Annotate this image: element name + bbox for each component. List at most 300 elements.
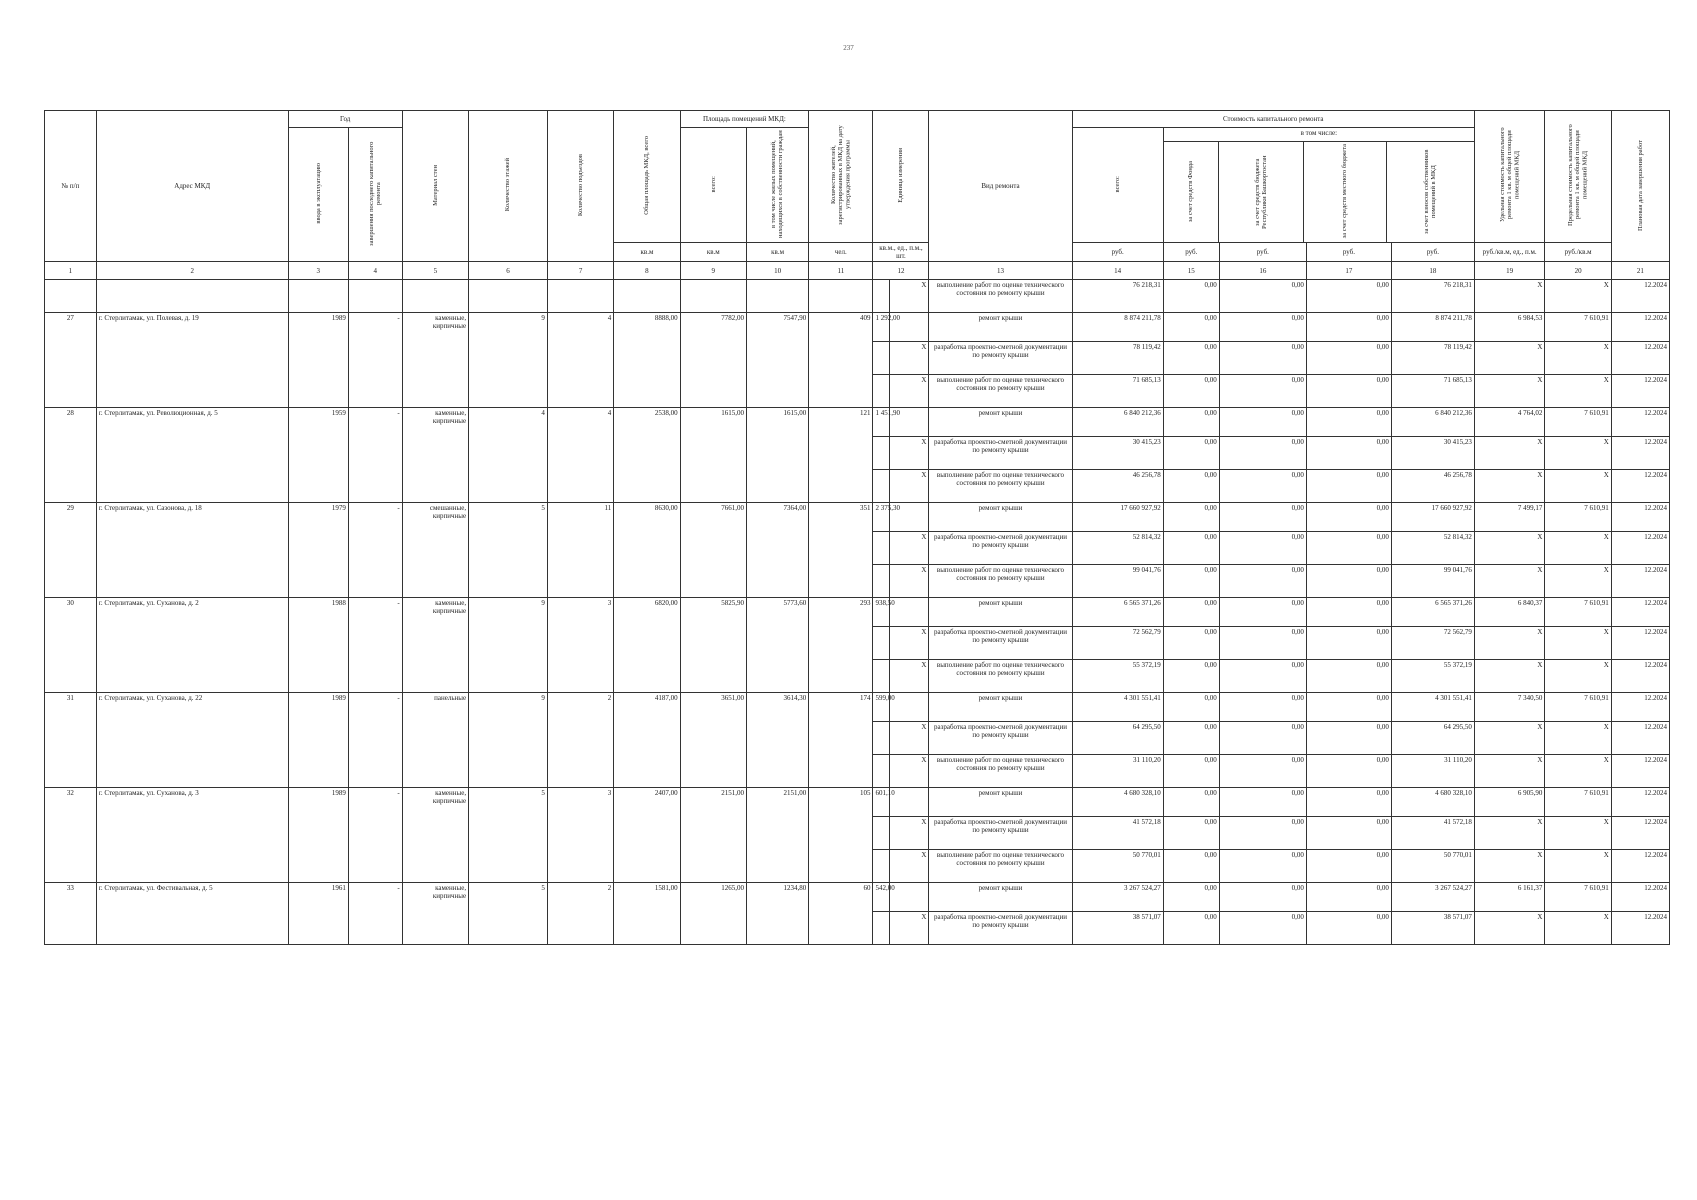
cost-fund: 0,00 bbox=[1163, 788, 1219, 817]
cost-rb-budget: 0,00 bbox=[1219, 470, 1306, 503]
column-number: 1 bbox=[45, 262, 97, 280]
work-quantity bbox=[873, 660, 890, 693]
cost-specific: X bbox=[1474, 660, 1545, 693]
cost-fund: 0,00 bbox=[1163, 693, 1219, 722]
column-number: 13 bbox=[929, 262, 1072, 280]
house-year: 1979 bbox=[288, 503, 348, 598]
work-type: разработка проектно-сметной документации по ремонту крыши bbox=[929, 627, 1072, 660]
col-header-fund: за счет средств Фонда bbox=[1164, 142, 1219, 242]
work-quantity bbox=[873, 375, 890, 408]
cost-rb-budget: 0,00 bbox=[1219, 503, 1306, 532]
cost-total: 6 565 371,26 bbox=[1072, 598, 1163, 627]
cost-specific: X bbox=[1474, 437, 1545, 470]
deadline-date: 12.2024 bbox=[1611, 313, 1669, 342]
house-year bbox=[288, 280, 348, 313]
deadline-date: 12.2024 bbox=[1611, 598, 1669, 627]
table-row bbox=[45, 598, 1670, 627]
col-header-wall-material: Материал стен bbox=[402, 111, 468, 262]
col-header-total-area: Общая площадь МКД, всего bbox=[614, 111, 680, 243]
work-type: разработка проектно-сметной документации по ремонту крыши bbox=[929, 342, 1072, 375]
work-type: разработка проектно-сметной документации по ремонту крыши bbox=[929, 532, 1072, 565]
cost-owners: 78 119,42 bbox=[1391, 342, 1474, 375]
column-number: 10 bbox=[746, 262, 808, 280]
cost-owners: 4 301 551,41 bbox=[1391, 693, 1474, 722]
work-quantity bbox=[873, 912, 890, 945]
unit-cost-total: руб. bbox=[1072, 243, 1163, 262]
cost-max: 7 610,91 bbox=[1545, 788, 1611, 817]
col-header-cost-group: Стоимость капитального ремонта bbox=[1072, 111, 1474, 128]
house-material: каменные, кирпичные bbox=[402, 788, 468, 883]
cost-total: 46 256,78 bbox=[1072, 470, 1163, 503]
cost-local-budget: 0,00 bbox=[1306, 532, 1391, 565]
house-last-repair: - bbox=[348, 598, 402, 693]
col-header-specific-cost: Удельная стоимость капитального ремонта 1 кв. м общей площади помещений МКД bbox=[1474, 111, 1545, 243]
cost-total: 71 685,13 bbox=[1072, 375, 1163, 408]
col-header-entrances: Количество подъездов bbox=[547, 111, 613, 262]
deadline-date: 12.2024 bbox=[1611, 437, 1669, 470]
cost-rb-budget: 0,00 bbox=[1219, 755, 1306, 788]
house-total-area: 1581,00 bbox=[614, 883, 680, 945]
col-header-including: в том числе: bbox=[1164, 129, 1474, 142]
deadline-date: 12.2024 bbox=[1611, 342, 1669, 375]
work-x-mark: X bbox=[890, 342, 929, 375]
work-x-mark: X bbox=[890, 755, 929, 788]
deadline-date: 12.2024 bbox=[1611, 532, 1669, 565]
cost-specific: X bbox=[1474, 755, 1545, 788]
cost-local-budget: 0,00 bbox=[1306, 598, 1391, 627]
house-total-area: 6820,00 bbox=[614, 598, 680, 693]
cost-max: X bbox=[1545, 375, 1611, 408]
cost-rb-budget: 0,00 bbox=[1219, 883, 1306, 912]
col-header-premises-total: всего: bbox=[680, 128, 746, 243]
house-entrances: 2 bbox=[547, 883, 613, 945]
house-entrances: 2 bbox=[547, 693, 613, 788]
house-premises-total: 3651,00 bbox=[680, 693, 746, 788]
work-quantity: 938,50 bbox=[873, 598, 890, 627]
cost-rb-budget: 0,00 bbox=[1219, 280, 1306, 313]
house-address: г. Стерлитамак, ул. Сазонова, д. 18 bbox=[96, 503, 288, 598]
cost-specific: 6 984,53 bbox=[1474, 313, 1545, 342]
house-premises-residential: 5773,60 bbox=[746, 598, 808, 693]
cost-rb-budget: 0,00 bbox=[1219, 788, 1306, 817]
house-address: г. Стерлитамак, ул. Суханова, д. 3 bbox=[96, 788, 288, 883]
column-number: 16 bbox=[1219, 262, 1306, 280]
house-floors: 9 bbox=[469, 693, 548, 788]
house-year: 1959 bbox=[288, 408, 348, 503]
cost-total: 64 295,50 bbox=[1072, 722, 1163, 755]
column-number: 3 bbox=[288, 262, 348, 280]
work-type: разработка проектно-сметной документации по ремонту крыши bbox=[929, 817, 1072, 850]
deadline-date: 12.2024 bbox=[1611, 755, 1669, 788]
cost-owners: 3 267 524,27 bbox=[1391, 883, 1474, 912]
work-quantity: 599,00 bbox=[873, 693, 890, 722]
house-entrances: 3 bbox=[547, 598, 613, 693]
work-type: ремонт крыши bbox=[929, 693, 1072, 722]
cost-fund: 0,00 bbox=[1163, 660, 1219, 693]
cost-rb-budget: 0,00 bbox=[1219, 722, 1306, 755]
cost-total: 4 680 328,10 bbox=[1072, 788, 1163, 817]
cost-specific: X bbox=[1474, 532, 1545, 565]
work-x-mark: X bbox=[890, 817, 929, 850]
cost-owners: 52 814,32 bbox=[1391, 532, 1474, 565]
cost-fund: 0,00 bbox=[1163, 408, 1219, 437]
house-premises-total bbox=[680, 280, 746, 313]
work-type: выполнение работ по оценке технического состояния по ремонту крыши bbox=[929, 850, 1072, 883]
house-last-repair: - bbox=[348, 313, 402, 408]
cost-fund: 0,00 bbox=[1163, 627, 1219, 660]
cost-specific: 7 340,50 bbox=[1474, 693, 1545, 722]
repair-program-sheet bbox=[44, 110, 1670, 945]
cost-total: 76 218,31 bbox=[1072, 280, 1163, 313]
house-total-area: 2538,00 bbox=[614, 408, 680, 503]
house-residents: 174 bbox=[809, 693, 873, 788]
cost-owners: 50 770,01 bbox=[1391, 850, 1474, 883]
cost-max: 7 610,91 bbox=[1545, 408, 1611, 437]
house-floors: 9 bbox=[469, 598, 548, 693]
table-row bbox=[45, 788, 1670, 817]
deadline-date: 12.2024 bbox=[1611, 817, 1669, 850]
deadline-date: 12.2024 bbox=[1611, 280, 1669, 313]
col-header-cost-total: всего: bbox=[1072, 128, 1163, 243]
house-premises-total: 1615,00 bbox=[680, 408, 746, 503]
cost-fund: 0,00 bbox=[1163, 470, 1219, 503]
work-quantity: 1 451,90 bbox=[873, 408, 890, 437]
unit-premises-total: кв.м bbox=[680, 243, 746, 262]
cost-total: 38 571,07 bbox=[1072, 912, 1163, 945]
cost-owners: 64 295,50 bbox=[1391, 722, 1474, 755]
cost-total: 17 660 927,92 bbox=[1072, 503, 1163, 532]
cost-total: 55 372,19 bbox=[1072, 660, 1163, 693]
work-x-mark: X bbox=[890, 850, 929, 883]
cost-fund: 0,00 bbox=[1163, 565, 1219, 598]
cost-specific: X bbox=[1474, 627, 1545, 660]
column-number: 14 bbox=[1072, 262, 1163, 280]
cost-local-budget: 0,00 bbox=[1306, 755, 1391, 788]
house-premises-residential: 1234,80 bbox=[746, 883, 808, 945]
work-x-mark: X bbox=[890, 565, 929, 598]
cost-owners: 41 572,18 bbox=[1391, 817, 1474, 850]
house-floors: 5 bbox=[469, 883, 548, 945]
cost-max: X bbox=[1545, 342, 1611, 375]
house-residents: 409 bbox=[809, 313, 873, 408]
house-residents: 351 bbox=[809, 503, 873, 598]
cost-max: X bbox=[1545, 565, 1611, 598]
column-number: 11 bbox=[809, 262, 873, 280]
work-type: выполнение работ по оценке технического состояния по ремонту крыши bbox=[929, 755, 1072, 788]
house-address: г. Стерлитамак, ул. Суханова, д. 2 bbox=[96, 598, 288, 693]
work-type: выполнение работ по оценке технического состояния по ремонту крыши bbox=[929, 660, 1072, 693]
deadline-date: 12.2024 bbox=[1611, 565, 1669, 598]
deadline-date: 12.2024 bbox=[1611, 850, 1669, 883]
house-address: г. Стерлитамак, ул. Полевая, д. 19 bbox=[96, 313, 288, 408]
cost-owners: 38 571,07 bbox=[1391, 912, 1474, 945]
house-year: 1989 bbox=[288, 788, 348, 883]
cost-owners: 8 874 211,78 bbox=[1391, 313, 1474, 342]
house-address: г. Стерлитамак, ул. Суханова, д. 22 bbox=[96, 693, 288, 788]
cost-max: X bbox=[1545, 817, 1611, 850]
cost-rb-budget: 0,00 bbox=[1219, 693, 1306, 722]
column-number: 6 bbox=[469, 262, 548, 280]
work-x-mark: X bbox=[890, 375, 929, 408]
cost-owners: 17 660 927,92 bbox=[1391, 503, 1474, 532]
unit-fund: руб. bbox=[1163, 243, 1219, 262]
house-entrances: 4 bbox=[547, 408, 613, 503]
unit-premises-residential: кв.м bbox=[746, 243, 808, 262]
unit-max-cost: руб./кв.м bbox=[1545, 243, 1611, 262]
house-premises-residential: 7547,90 bbox=[746, 313, 808, 408]
unit-rb-budget: руб. bbox=[1219, 243, 1306, 262]
cost-rb-budget: 0,00 bbox=[1219, 437, 1306, 470]
work-quantity: 2 375,30 bbox=[873, 503, 890, 532]
cost-specific: 6 905,90 bbox=[1474, 788, 1545, 817]
house-premises-total: 2151,00 bbox=[680, 788, 746, 883]
house-premises-residential: 3614,30 bbox=[746, 693, 808, 788]
house-premises-residential: 2151,00 bbox=[746, 788, 808, 883]
work-type: разработка проектно-сметной документации по ремонту крыши bbox=[929, 722, 1072, 755]
work-quantity: 601,10 bbox=[873, 788, 890, 817]
unit-residents: чел. bbox=[809, 243, 873, 262]
house-no: 28 bbox=[45, 408, 97, 503]
house-premises-total: 1265,00 bbox=[680, 883, 746, 945]
cost-max: X bbox=[1545, 722, 1611, 755]
work-type: разработка проектно-сметной документации по ремонту крыши bbox=[929, 437, 1072, 470]
cost-local-budget: 0,00 bbox=[1306, 850, 1391, 883]
house-last-repair: - bbox=[348, 883, 402, 945]
work-x-mark bbox=[890, 883, 929, 912]
house-no: 27 bbox=[45, 313, 97, 408]
column-number: 2 bbox=[96, 262, 288, 280]
cost-owners: 46 256,78 bbox=[1391, 470, 1474, 503]
column-number: 8 bbox=[614, 262, 680, 280]
house-floors: 5 bbox=[469, 503, 548, 598]
column-number: 19 bbox=[1474, 262, 1545, 280]
cost-local-budget: 0,00 bbox=[1306, 788, 1391, 817]
deadline-date: 12.2024 bbox=[1611, 722, 1669, 755]
work-x-mark: X bbox=[890, 722, 929, 755]
cost-total: 8 874 211,78 bbox=[1072, 313, 1163, 342]
cost-rb-budget: 0,00 bbox=[1219, 565, 1306, 598]
column-number: 18 bbox=[1391, 262, 1474, 280]
cost-specific: X bbox=[1474, 850, 1545, 883]
work-x-mark: X bbox=[890, 532, 929, 565]
house-premises-residential: 1615,00 bbox=[746, 408, 808, 503]
work-type: ремонт крыши bbox=[929, 598, 1072, 627]
repair-program-table bbox=[44, 110, 1670, 945]
work-type: выполнение работ по оценке технического состояния по ремонту крыши bbox=[929, 470, 1072, 503]
cost-fund: 0,00 bbox=[1163, 342, 1219, 375]
house-premises-total: 7661,00 bbox=[680, 503, 746, 598]
cost-rb-budget: 0,00 bbox=[1219, 532, 1306, 565]
work-quantity bbox=[873, 627, 890, 660]
house-year: 1961 bbox=[288, 883, 348, 945]
column-number: 9 bbox=[680, 262, 746, 280]
house-entrances: 4 bbox=[547, 313, 613, 408]
deadline-date: 12.2024 bbox=[1611, 627, 1669, 660]
cost-rb-budget: 0,00 bbox=[1219, 313, 1306, 342]
cost-max: X bbox=[1545, 850, 1611, 883]
work-x-mark bbox=[890, 693, 929, 722]
cost-total: 6 840 212,36 bbox=[1072, 408, 1163, 437]
cost-rb-budget: 0,00 bbox=[1219, 817, 1306, 850]
col-header-local-budget: за счет средств местного бюджета bbox=[1304, 142, 1387, 242]
deadline-date: 12.2024 bbox=[1611, 408, 1669, 437]
cost-rb-budget: 0,00 bbox=[1219, 342, 1306, 375]
deadline-date: 12.2024 bbox=[1611, 788, 1669, 817]
cost-total: 78 119,42 bbox=[1072, 342, 1163, 375]
cost-max: 7 610,91 bbox=[1545, 693, 1611, 722]
house-residents: 121 bbox=[809, 408, 873, 503]
col-header-rb-budget: за счет средств бюджета Республики Башкортостан bbox=[1219, 142, 1304, 242]
cost-rb-budget: 0,00 bbox=[1219, 408, 1306, 437]
deadline-date: 12.2024 bbox=[1611, 693, 1669, 722]
column-number: 7 bbox=[547, 262, 613, 280]
deadline-date: 12.2024 bbox=[1611, 883, 1669, 912]
cost-total: 50 770,01 bbox=[1072, 850, 1163, 883]
work-quantity bbox=[873, 280, 890, 313]
cost-rb-budget: 0,00 bbox=[1219, 375, 1306, 408]
house-total-area: 4187,00 bbox=[614, 693, 680, 788]
column-number-row bbox=[45, 262, 1670, 280]
house-last-repair bbox=[348, 280, 402, 313]
col-header-premises-residential: в том числе жилых помещений, находящихся в собственности граждан bbox=[746, 128, 808, 243]
cost-max: X bbox=[1545, 532, 1611, 565]
cost-owners: 6 840 212,36 bbox=[1391, 408, 1474, 437]
cost-fund: 0,00 bbox=[1163, 532, 1219, 565]
table-row bbox=[45, 503, 1670, 532]
unit-local-budget: руб. bbox=[1306, 243, 1391, 262]
cost-local-budget: 0,00 bbox=[1306, 883, 1391, 912]
work-type: ремонт крыши bbox=[929, 503, 1072, 532]
cost-specific: X bbox=[1474, 565, 1545, 598]
col-header-including-block bbox=[1163, 128, 1474, 243]
col-header-work-type: Вид ремонта bbox=[929, 111, 1072, 262]
work-x-mark: X bbox=[890, 280, 929, 313]
work-type: ремонт крыши bbox=[929, 788, 1072, 817]
deadline-date: 12.2024 bbox=[1611, 470, 1669, 503]
house-premises-residential: 7364,00 bbox=[746, 503, 808, 598]
cost-total: 4 301 551,41 bbox=[1072, 693, 1163, 722]
unit-total-area: кв.м bbox=[614, 243, 680, 262]
house-address bbox=[96, 280, 288, 313]
house-year: 1988 bbox=[288, 598, 348, 693]
house-floors: 9 bbox=[469, 313, 548, 408]
column-number: 15 bbox=[1163, 262, 1219, 280]
work-x-mark: X bbox=[890, 912, 929, 945]
cost-fund: 0,00 bbox=[1163, 850, 1219, 883]
work-x-mark: X bbox=[890, 627, 929, 660]
house-material: каменные, кирпичные bbox=[402, 883, 468, 945]
house-last-repair: - bbox=[348, 693, 402, 788]
work-quantity: 1 292,00 bbox=[873, 313, 890, 342]
col-header-year-group: Год bbox=[288, 111, 402, 128]
work-x-mark: X bbox=[890, 437, 929, 470]
cost-fund: 0,00 bbox=[1163, 817, 1219, 850]
work-x-mark: X bbox=[890, 470, 929, 503]
house-total-area bbox=[614, 280, 680, 313]
cost-fund: 0,00 bbox=[1163, 722, 1219, 755]
work-quantity bbox=[873, 342, 890, 375]
cost-specific: 6 161,37 bbox=[1474, 883, 1545, 912]
house-material: каменные, кирпичные bbox=[402, 598, 468, 693]
work-quantity: 542,00 bbox=[873, 883, 890, 912]
house-material: смешанные, кирпичные bbox=[402, 503, 468, 598]
work-type: выполнение работ по оценке технического состояния по ремонту крыши bbox=[929, 280, 1072, 313]
table-row bbox=[45, 408, 1670, 437]
col-header-premises-group: Площадь помещений МКД: bbox=[680, 111, 809, 128]
cost-local-budget: 0,00 bbox=[1306, 470, 1391, 503]
cost-max: X bbox=[1545, 280, 1611, 313]
house-floors: 4 bbox=[469, 408, 548, 503]
cost-local-budget: 0,00 bbox=[1306, 627, 1391, 660]
cost-owners: 6 565 371,26 bbox=[1391, 598, 1474, 627]
house-premises-total: 7782,00 bbox=[680, 313, 746, 408]
cost-local-budget: 0,00 bbox=[1306, 912, 1391, 945]
cost-max: X bbox=[1545, 912, 1611, 945]
cost-specific: X bbox=[1474, 280, 1545, 313]
cost-local-budget: 0,00 bbox=[1306, 693, 1391, 722]
page-number: 237 bbox=[843, 44, 854, 52]
work-type: ремонт крыши bbox=[929, 313, 1072, 342]
col-header-unit: Единица измерения bbox=[873, 111, 929, 243]
work-x-mark bbox=[890, 788, 929, 817]
house-material: каменные, кирпичные bbox=[402, 408, 468, 503]
cost-fund: 0,00 bbox=[1163, 598, 1219, 627]
cost-specific: X bbox=[1474, 912, 1545, 945]
house-residents: 293 bbox=[809, 598, 873, 693]
house-material: панельные bbox=[402, 693, 468, 788]
unit-specific-cost: руб./кв.м, ед., п.м. bbox=[1474, 243, 1545, 262]
cost-fund: 0,00 bbox=[1163, 883, 1219, 912]
table-row bbox=[45, 280, 1670, 313]
cost-total: 41 572,18 bbox=[1072, 817, 1163, 850]
column-number: 21 bbox=[1611, 262, 1669, 280]
cost-total: 99 041,76 bbox=[1072, 565, 1163, 598]
deadline-date: 12.2024 bbox=[1611, 660, 1669, 693]
deadline-date: 12.2024 bbox=[1611, 503, 1669, 532]
cost-owners: 76 218,31 bbox=[1391, 280, 1474, 313]
house-residents bbox=[809, 280, 873, 313]
cost-local-budget: 0,00 bbox=[1306, 408, 1391, 437]
cost-local-budget: 0,00 bbox=[1306, 313, 1391, 342]
house-premises-residential bbox=[746, 280, 808, 313]
cost-owners: 72 562,79 bbox=[1391, 627, 1474, 660]
col-header-max-cost: Предельная стоимость капитального ремонта 1 кв. м общей площади помещений МКД bbox=[1545, 111, 1611, 243]
work-quantity bbox=[873, 722, 890, 755]
cost-local-budget: 0,00 bbox=[1306, 342, 1391, 375]
house-premises-total: 5825,90 bbox=[680, 598, 746, 693]
cost-total: 3 267 524,27 bbox=[1072, 883, 1163, 912]
cost-specific: X bbox=[1474, 817, 1545, 850]
deadline-date: 12.2024 bbox=[1611, 912, 1669, 945]
work-x-mark: X bbox=[890, 660, 929, 693]
table-row bbox=[45, 693, 1670, 722]
cost-local-budget: 0,00 bbox=[1306, 503, 1391, 532]
house-material: каменные, кирпичные bbox=[402, 313, 468, 408]
cost-rb-budget: 0,00 bbox=[1219, 598, 1306, 627]
work-quantity bbox=[873, 470, 890, 503]
house-last-repair: - bbox=[348, 788, 402, 883]
cost-total: 31 110,20 bbox=[1072, 755, 1163, 788]
cost-fund: 0,00 bbox=[1163, 912, 1219, 945]
cost-local-budget: 0,00 bbox=[1306, 280, 1391, 313]
cost-fund: 0,00 bbox=[1163, 313, 1219, 342]
cost-local-budget: 0,00 bbox=[1306, 660, 1391, 693]
house-entrances: 3 bbox=[547, 788, 613, 883]
cost-specific: X bbox=[1474, 722, 1545, 755]
col-header-deadline: Плановая дата завершения работ bbox=[1611, 111, 1669, 262]
cost-max: X bbox=[1545, 660, 1611, 693]
cost-local-budget: 0,00 bbox=[1306, 565, 1391, 598]
